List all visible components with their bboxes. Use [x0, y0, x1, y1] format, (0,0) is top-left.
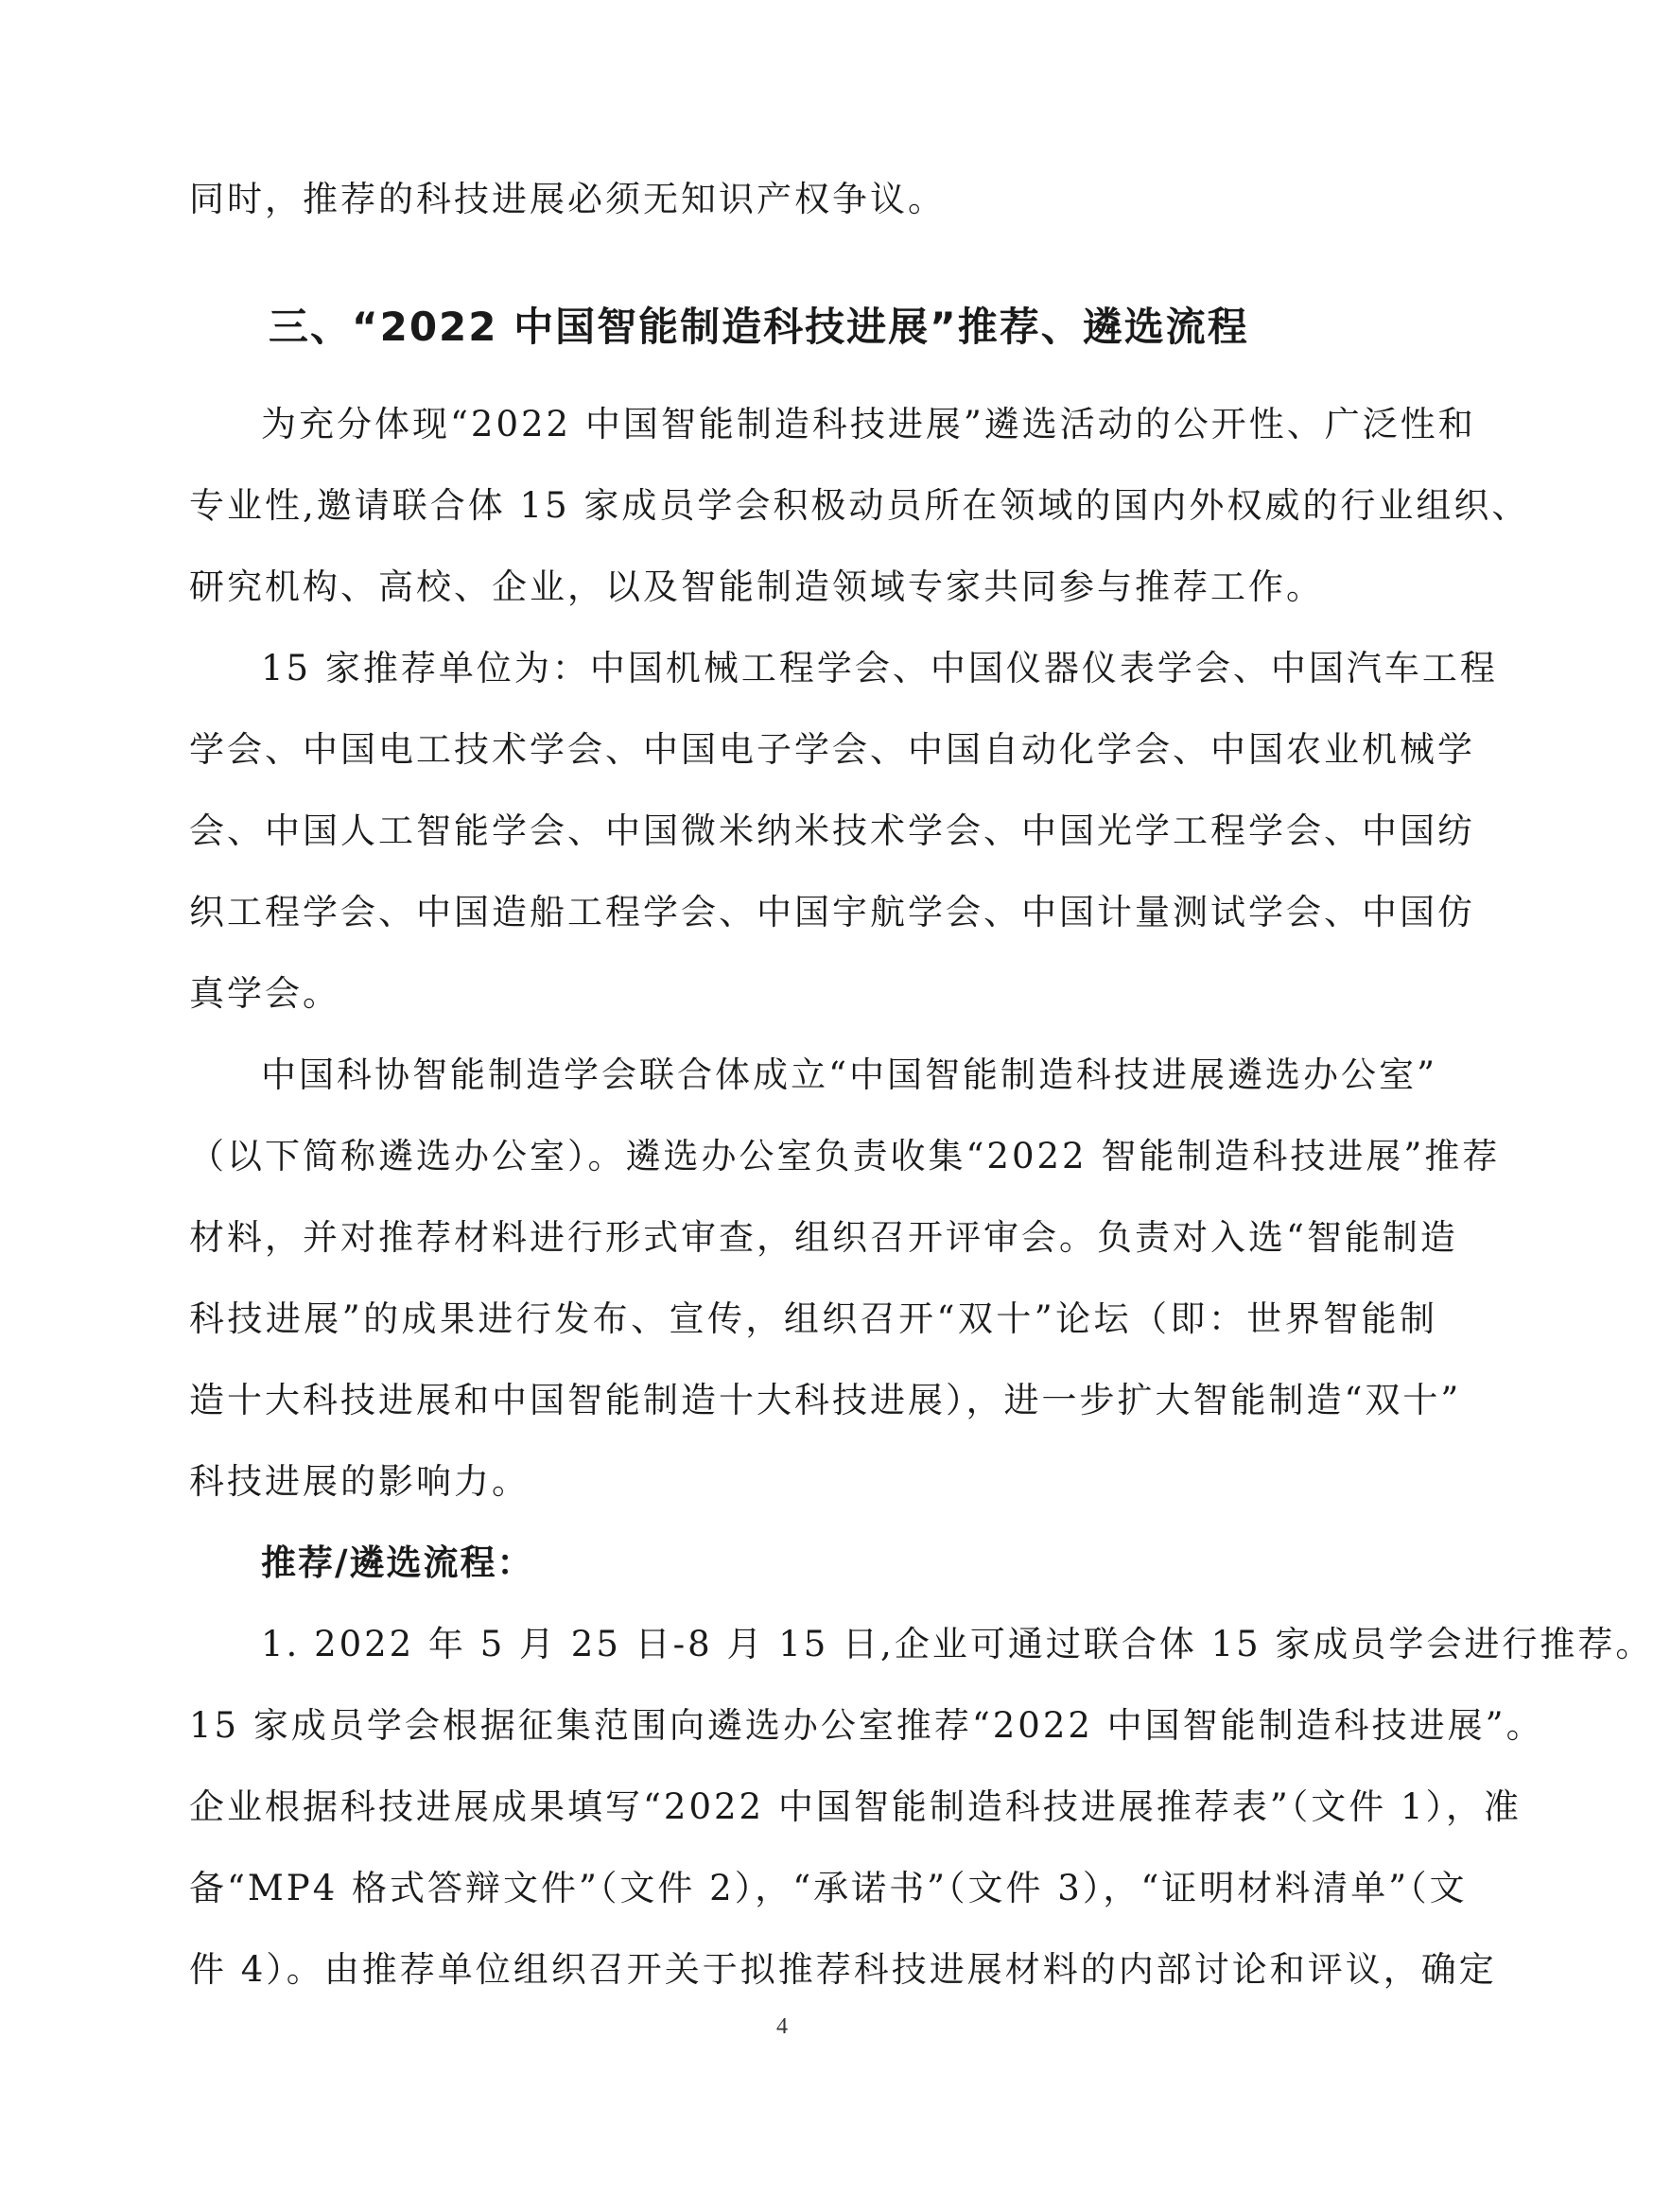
page-number: 4 — [776, 2014, 788, 2039]
page-content — [189, 159, 1653, 2011]
text-line: 科技进展”的成果进行发布、宣传，组织召开“双十”论坛（即：世界智能制 — [189, 1298, 1437, 1339]
text-line: 学会、中国电工技术学会、中国电子学会、中国自动化学会、中国农业机械学 — [189, 729, 1475, 770]
text-line: 备“MP4 格式答辩文件”（文件 2），“承诺书”（文件 3），“证明材料清单”（文 — [189, 1868, 1468, 1908]
text-line: 件 4）。由推荐单位组织召开关于拟推荐科技进展材料的内部讨论和评议，确定 — [189, 1949, 1497, 1990]
text-line: 中国科协智能制造学会联合体成立“中国智能制造科技进展遴选办公室” — [261, 1054, 1437, 1095]
text-line: 研究机构、高校、企业，以及智能制造领域专家共同参与推荐工作。 — [189, 566, 1324, 607]
text-line: 织工程学会、中国造船工程学会、中国宇航学会、中国计量测试学会、中国仿 — [189, 892, 1475, 932]
section-heading: 三、“2022 中国智能制造科技进展”推荐、遴选流程 — [269, 304, 1249, 350]
text-line: 材料，并对推荐材料进行形式审查，组织召开评审会。负责对入选“智能制造 — [189, 1217, 1458, 1258]
text-line: 1. 2022 年 5 月 25 日-8 月 15 日,企业可通过联合体 15 家成员学会进行推荐。 — [261, 1624, 1653, 1664]
text-line: 造十大科技进展和中国智能制造十大科技进展），进一步扩大智能制造“双十” — [189, 1380, 1462, 1420]
paragraph-recommending-units — [189, 628, 1498, 1035]
text-line-continuation: 同时，推荐的科技进展必须无知识产权争议。 — [189, 179, 946, 219]
text-line: 科技进展的影响力。 — [189, 1461, 530, 1502]
text-line: 企业根据科技进展成果填写“2022 中国智能制造科技进展推荐表”（文件 1），准 — [189, 1786, 1522, 1827]
paragraph-selection-office — [189, 1035, 1501, 1523]
paragraph-purpose — [189, 384, 1530, 628]
text-line: 会、中国人工智能学会、中国微米纳米技术学会、中国光学工程学会、中国纺 — [189, 810, 1475, 851]
subheading-process: 推荐/遴选流程： — [261, 1542, 534, 1583]
text-line: 15 家推荐单位为：中国机械工程学会、中国仪器仪表学会、中国汽车工程 — [261, 648, 1498, 688]
text-line: 真学会。 — [189, 973, 340, 1014]
paragraph-process-step-1 — [189, 1604, 1653, 2011]
text-line: 为充分体现“2022 中国智能制造科技进展”遴选活动的公开性、广泛性和 — [261, 404, 1476, 444]
text-line: 专业性,邀请联合体 15 家成员学会积极动员所在领域的国内外权威的行业组织、 — [189, 485, 1530, 526]
text-line: （以下简称遴选办公室）。遴选办公室负责收集“2022 智能制造科技进展”推荐 — [189, 1136, 1501, 1176]
text-line: 15 家成员学会根据征集范围向遴选办公室推荐“2022 中国智能制造科技进展”。 — [189, 1705, 1544, 1746]
